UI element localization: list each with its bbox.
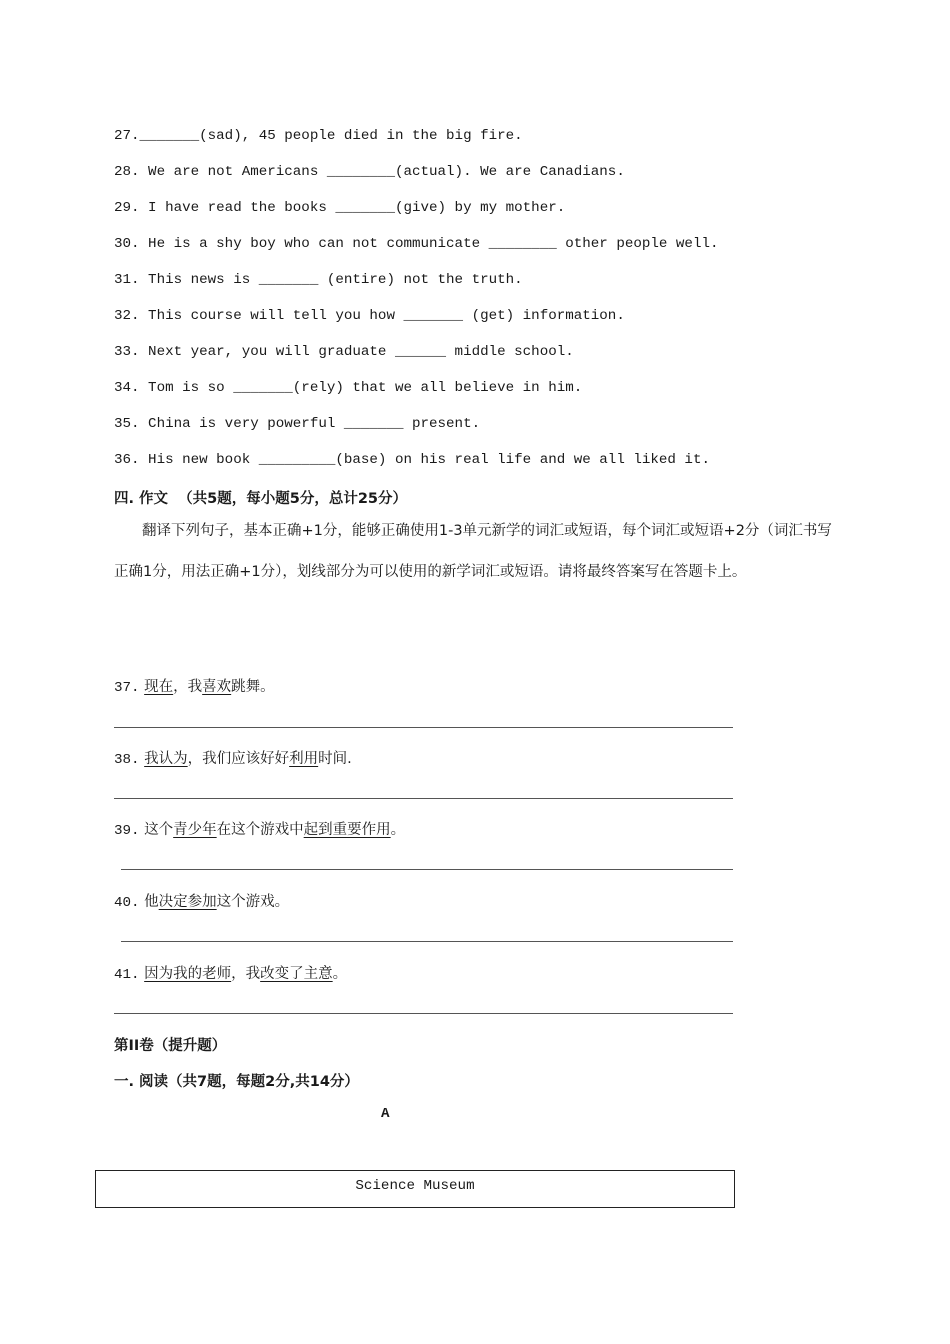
question-31: 31. This news is _______ (entire) not the truth. [114,272,523,288]
translation-39: 39. 这个青少年在这个游戏中起到重要作用。 [114,822,406,839]
translation-41: 41. 因为我的老师，我改变了主意。 [114,966,348,983]
box-title: Science Museum [355,1178,475,1194]
question-29: 29. I have read the books _______(give) by my mother. [114,200,566,216]
section-instruction: 翻译下列句子，基本正确+1分，能够正确使用1-3单元新学的词汇或短语，每个词汇或短语+2分（词汇书写正确1分，用法正确+1分），划线部分为可以使用的新学词汇或短语。请将最终答案写在答题卡上。 [114,523,832,580]
part2-title: 第II卷（提升题） [114,1038,227,1054]
section-heading-writing: 四. 作文 （共5题，每小题5分，总计25分） [114,491,408,507]
answer-line-41 [114,1013,733,1014]
question-36: 36. His new book _________(base) on his real life and we all liked it. [114,452,710,468]
question-34: 34. Tom is so _______(rely) that we all believe in him. [114,380,583,396]
answer-line-40 [121,941,733,942]
answer-line-38 [114,798,733,799]
question-32: 32. This course will tell you how _______ (get) information. [114,308,625,324]
question-33: 33. Next year, you will graduate ______ middle school. [114,344,574,360]
question-27: 27._______(sad), 45 people died in the big fire. [114,128,523,144]
reading-heading: 一. 阅读（共7题，每题2分,共14分） [114,1074,359,1090]
question-28: 28. We are not Americans ________(actual). We are Canadians. [114,164,625,180]
question-30: 30. He is a shy boy who can not communicate ________ other people well. [114,236,719,252]
question-35: 35. China is very powerful _______ present. [114,416,481,432]
translation-38: 38. 我认为，我们应该好好利用时间. [114,751,352,768]
translation-37: 37. 现在，我喜欢跳舞。 [114,679,275,696]
answer-line-37 [114,727,733,728]
passage-label: A [381,1106,390,1122]
translation-40: 40. 他决定参加这个游戏。 [114,894,290,911]
science-museum-box [95,1170,735,1208]
answer-line-39 [121,869,733,870]
